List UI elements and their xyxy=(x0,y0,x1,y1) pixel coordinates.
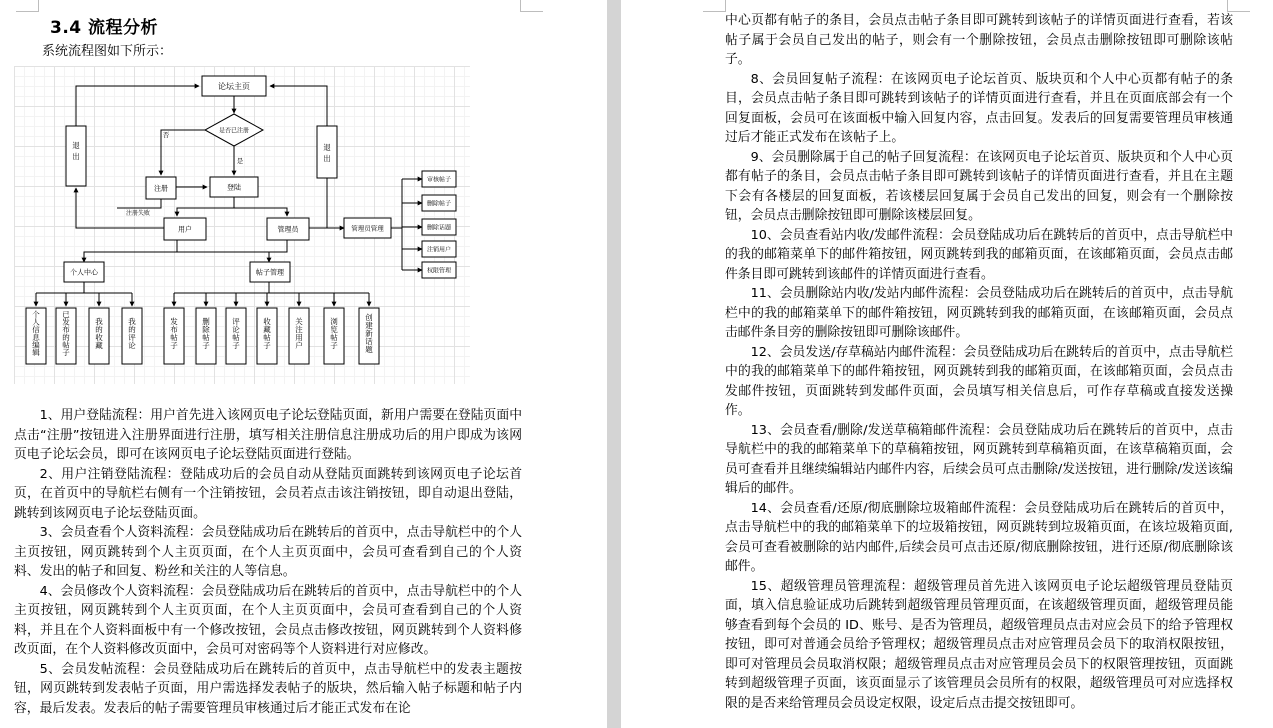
paragraph: 12、会员发送/存草稿站内邮件流程：会员登陆成功后在跳转后的首页中，点击导航栏中的我的邮箱菜单下的邮件箱按钮，网页跳转到我的邮箱页面，在该邮箱页面，会员点击发邮件按钮，页面跳转到发邮件页面，会员填写相关信息后，可作存草稿或直接发送操作。 xyxy=(725,344,1233,418)
left-body-text xyxy=(14,406,522,718)
vertical-node-label: 发布帖子 xyxy=(170,317,178,350)
label-admin-action: 注销用户 xyxy=(426,246,452,254)
vertical-node-label: 已发布的帖子 xyxy=(62,310,70,357)
crop-mark xyxy=(16,0,39,12)
label-admin-action: 删除话题 xyxy=(426,224,452,232)
label-forum-home: 论坛主页 xyxy=(218,82,250,91)
paragraph: 2、用户注销登陆流程：登陆成功后的会员自动从登陆页面跳转到该网页电子论坛首页，在首页中的导航栏右侧有一个注销按钮，会员若点击该注销按钮，即自动退出登陆，跳转到该网页电子论坛登陆页面。 xyxy=(14,466,522,521)
label-decision: 是否已注册 xyxy=(218,127,250,135)
label-register: 注册 xyxy=(154,184,168,193)
page-gutter xyxy=(607,0,621,728)
document-page-right xyxy=(621,0,1273,728)
label-login: 登陆 xyxy=(227,183,241,192)
paragraph: 1、用户登陆流程：用户首先进入该网页电子论坛登陆页面，新用户需要在登陆页面中点击“注册”按钮进入注册界面进行注册，填写相关注册信息注册成功后的用户即成为该网页电子论坛会员，即可在该网页电子论坛登陆页面进行登陆。 xyxy=(14,408,522,462)
label-register-fail: 注册失败 xyxy=(125,210,151,217)
vertical-node-label: 收藏帖子 xyxy=(263,317,271,350)
vertical-node-label: 我的评论 xyxy=(128,317,136,350)
paragraph: 3、会员查看个人资料流程：会员登陆成功后在跳转后的首页中，点击导航栏中的个人主页按钮，网页跳转到个人主页页面，在个人主页页面中，会员可查看到自己的个人资料、发出的帖子和回复、粉丝和关注的人等信息。 xyxy=(14,525,522,579)
label-admin-action: 权限管理 xyxy=(426,267,452,275)
vertical-node-label: 关注用户 xyxy=(295,317,303,350)
label-user: 用户 xyxy=(178,225,192,234)
right-body-text xyxy=(725,11,1233,713)
vertical-node-label: 个人信息编辑 xyxy=(32,310,40,357)
paragraph: 5、会员发帖流程：会员登陆成功后在跳转后的首页中，点击导航栏中的发表主题按钮，网页跳转到发表帖子页面，用户需选择发表帖子的版块，然后输入帖子标题和帖子内容，最后发表。发表后的帖子需要管理员审核通过后才能正式发布在论 xyxy=(14,661,522,716)
vertical-node-label: 删除帖子 xyxy=(202,317,210,350)
vertical-node-label: 评论帖子 xyxy=(232,317,240,350)
flowchart-diagram xyxy=(14,66,470,384)
document-page-left xyxy=(0,0,607,728)
paragraph: 4、会员修改个人资料流程：会员登陆成功后在跳转后的首页中，点击导航栏中的个人主页按钮，网页跳转到个人主页页面，在个人主页页面中，会员可查看到自己的个人资料，并且在个人资料面板中有一个修改按钮，会员点击修改按钮，网页跳转到个人资料修改页面，在个人资料修改页面中，会员可对密码等个人资料进行对应修改。 xyxy=(14,583,522,657)
paragraph-continuation: 中心页都有帖子的条目，会员点击帖子条目即可跳转到该帖子的详情页面进行查看，若该帖子属于会员自己发出的帖子，则会有一个删除按钮，会员点击删除按钮即可删除该帖子。 xyxy=(725,13,1233,67)
paragraph: 8、会员回复帖子流程：在该网页电子论坛首页、版块页和个人中心页都有帖子的条目，会员点击帖子条目即可跳转到该帖子的详情页面进行查看，并且在页面底部会有一个回复面板，会员可在该面板中输入回复内容，点击回复。发表后的回复需要管理员审核通过后才能正式发布在该帖子上。 xyxy=(725,71,1233,145)
vertical-node-label: 退出 xyxy=(323,143,331,163)
intro-text: 系统流程图如下所示： xyxy=(42,44,173,59)
node-exit-right xyxy=(317,126,337,178)
label-personal-center: 个人中心 xyxy=(70,268,98,277)
vertical-node-label: 创建新话题 xyxy=(365,313,373,354)
vertical-node-label: 我的收藏 xyxy=(95,317,103,350)
label-admin-action: 删除帖子 xyxy=(426,200,452,208)
crop-mark xyxy=(520,0,543,12)
paragraph: 11、会员删除站内收/发站内邮件流程：会员登陆成功后在跳转后的首页中，点击导航栏中的我的邮箱菜单下的邮件箱按钮，网页跳转到我的邮箱页面，在该邮箱页面，会员点击邮件条目旁的删除按钮即可删除该邮件。 xyxy=(725,286,1233,340)
vertical-node-label: 浏览帖子 xyxy=(330,317,338,350)
section-heading: 3.4 流程分析 xyxy=(50,18,159,38)
paragraph: 14、会员查看/还原/彻底删除垃圾箱邮件流程：会员登陆成功后在跳转后的首页中，点击导航栏中的我的邮箱菜单下的垃圾箱按钮，网页跳转到垃圾箱页面，在该垃圾箱页面,会员可查看被删除的站内邮件,后续会员可点击还原/彻底删除按钮，进行还原/彻底删除该邮件。 xyxy=(725,500,1233,574)
label-post-manage: 帖子管理 xyxy=(256,268,284,277)
label-admin-manage: 管理员管理 xyxy=(351,224,384,233)
vertical-node-label: 退出 xyxy=(72,141,80,161)
label-no: 否 xyxy=(162,131,170,139)
label-admin-action: 审核帖子 xyxy=(426,176,452,184)
paragraph: 15、超级管理员管理流程：超级管理员首先进入该网页电子论坛超级管理员登陆页面，填入信息验证成功后跳转到超级管理员管理页面，在该超级管理页面，超级管理员能够查看到每个会员的 ID、账号、是否为管理员，超级管理员点击对应会员下的给予管理权按钮，即可对普通会员给予管理权；超级管理员点击对应管理员会员下的取消权限按钮，即可对管理员会员取消权限；超级管理员点击对应管理员会员下的权限管理按钮，页面跳转到超级管理子页面，该页面显示了该管理员会员所有的权限，超级管理员可对应选择权限的是否来给管理员会员设定权限，设定后点击提交按钮即可。 xyxy=(725,578,1233,711)
paragraph: 13、会员查看/删除/发送草稿箱邮件流程：会员登陆成功后在跳转后的首页中，点击导航栏中的我的邮箱菜单下的草稿箱按钮，网页跳转到草稿箱页面，在该草稿箱页面，会员可查看并且继续编辑站内邮件内容，后续会员可点击删除/发送按钮，进行删除/发送该编辑后的邮件。 xyxy=(725,422,1233,496)
label-admin: 管理员 xyxy=(277,225,299,234)
paragraph: 10、会员查看站内收/发邮件流程：会员登陆成功后在跳转后的首页中，点击导航栏中的我的邮箱菜单下的邮件箱按钮，网页跳转到我的邮箱页面，在该邮箱页面，会员点击邮件条目即可跳转到该邮件的详情页面进行查看。 xyxy=(725,227,1233,282)
crop-mark xyxy=(703,0,726,12)
paragraph: 9、会员删除属于自己的帖子回复流程：在该网页电子论坛首页、版块页和个人中心页都有帖子的条目，会员点击帖子条目即可跳转到该帖子的详情页面进行查看，并且在主题下会有各楼层的回复面板，若该楼层回复属于会员自己发出的回复，则会有一个删除按钮，会员点击删除按钮即可删除该楼层回复。 xyxy=(725,149,1233,223)
label-yes: 是 xyxy=(236,157,244,165)
